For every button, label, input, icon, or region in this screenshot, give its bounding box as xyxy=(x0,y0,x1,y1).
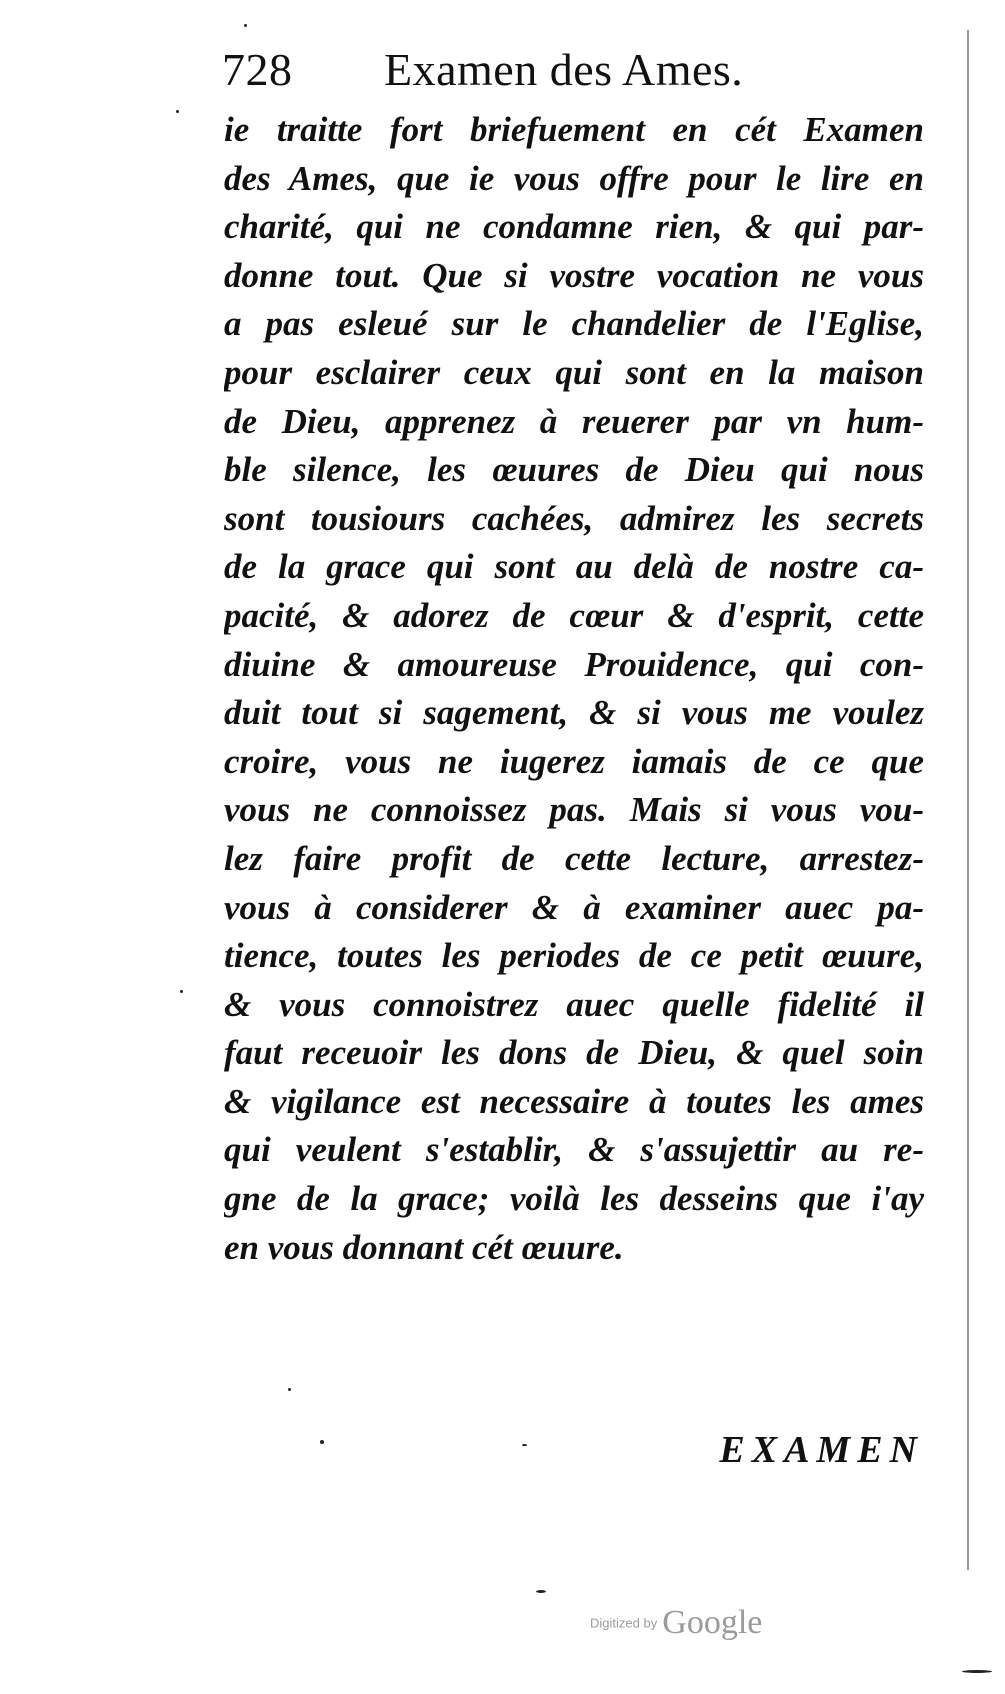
text-line: de la grace qui sont au delà de nostre ca- xyxy=(224,547,924,587)
watermark-brand: Google xyxy=(662,1604,763,1641)
text-line: de Dieu, apprenez à reuerer par vn hum- xyxy=(224,401,924,441)
text-line: diuine & amoureuse Prouidence, qui con- xyxy=(224,644,924,684)
text-line-last: en vous donnant cét œuure. xyxy=(224,1227,624,1267)
scan-speck xyxy=(320,1440,324,1444)
digitized-watermark xyxy=(590,1604,810,1648)
text-line: ie traitte fort briefuement en cét Examen xyxy=(224,110,924,149)
watermark-prefix: Digitized by xyxy=(590,1615,658,1631)
text-line: qui veulent s'establir, & s'assujettir au re- xyxy=(224,1130,924,1170)
page-header xyxy=(222,40,922,100)
scan-speck xyxy=(522,1444,527,1446)
scan-speck xyxy=(244,24,247,27)
text-line: pacité, & adorez de cœur & d'esprit, cette xyxy=(224,595,924,635)
scan-speck xyxy=(176,110,179,113)
text-line: ble silence, les œuures de Dieu qui nous xyxy=(224,450,924,490)
scan-speck xyxy=(536,1590,546,1593)
scan-speck xyxy=(288,1388,291,1391)
catchword: EXAMEN xyxy=(719,1429,924,1471)
text-line: charité, qui ne condamne rien, & qui par- xyxy=(224,207,924,247)
text-line: donne tout. Que si vostre vocation ne vous xyxy=(224,255,924,295)
text-line: & vous connoistrez auec quelle fidelité il xyxy=(224,984,924,1024)
text-line: sont tousiours cachées, admirez les secrets xyxy=(224,498,924,538)
text-line: a pas esleué sur le chandelier de l'Eglise, xyxy=(224,304,924,344)
text-line: vous ne connoissez pas. Mais si vous vou- xyxy=(224,790,924,830)
text-line: faut receuoir les dons de Dieu, & quel soin xyxy=(224,1033,924,1073)
text-line: lez faire profit de cette lecture, arrestez- xyxy=(224,838,924,878)
body-text xyxy=(224,106,924,1272)
text-line: croire, vous ne iugerez iamais de ce que xyxy=(224,741,924,781)
scan-speck xyxy=(180,990,183,993)
running-title: Examen des Ames. xyxy=(384,44,744,95)
text-line: duit tout si sagement, & si vous me voulez xyxy=(224,693,924,733)
scan-speck xyxy=(962,1670,992,1673)
page-number: 728 xyxy=(222,44,293,95)
text-line: vous à considerer & à examiner auec pa- xyxy=(224,887,924,927)
text-line: & vigilance est necessaire à toutes les ames xyxy=(224,1081,924,1121)
text-line: des Ames, que ie vous offre pour le lire en xyxy=(224,158,924,198)
text-line: pour esclairer ceux qui sont en la maison xyxy=(224,352,924,392)
text-line: gne de la grace; voilà les desseins que i'ay xyxy=(224,1179,924,1219)
text-line: tience, toutes les periodes de ce petit œuure, xyxy=(224,936,924,976)
page-edge-rule xyxy=(967,30,969,1570)
